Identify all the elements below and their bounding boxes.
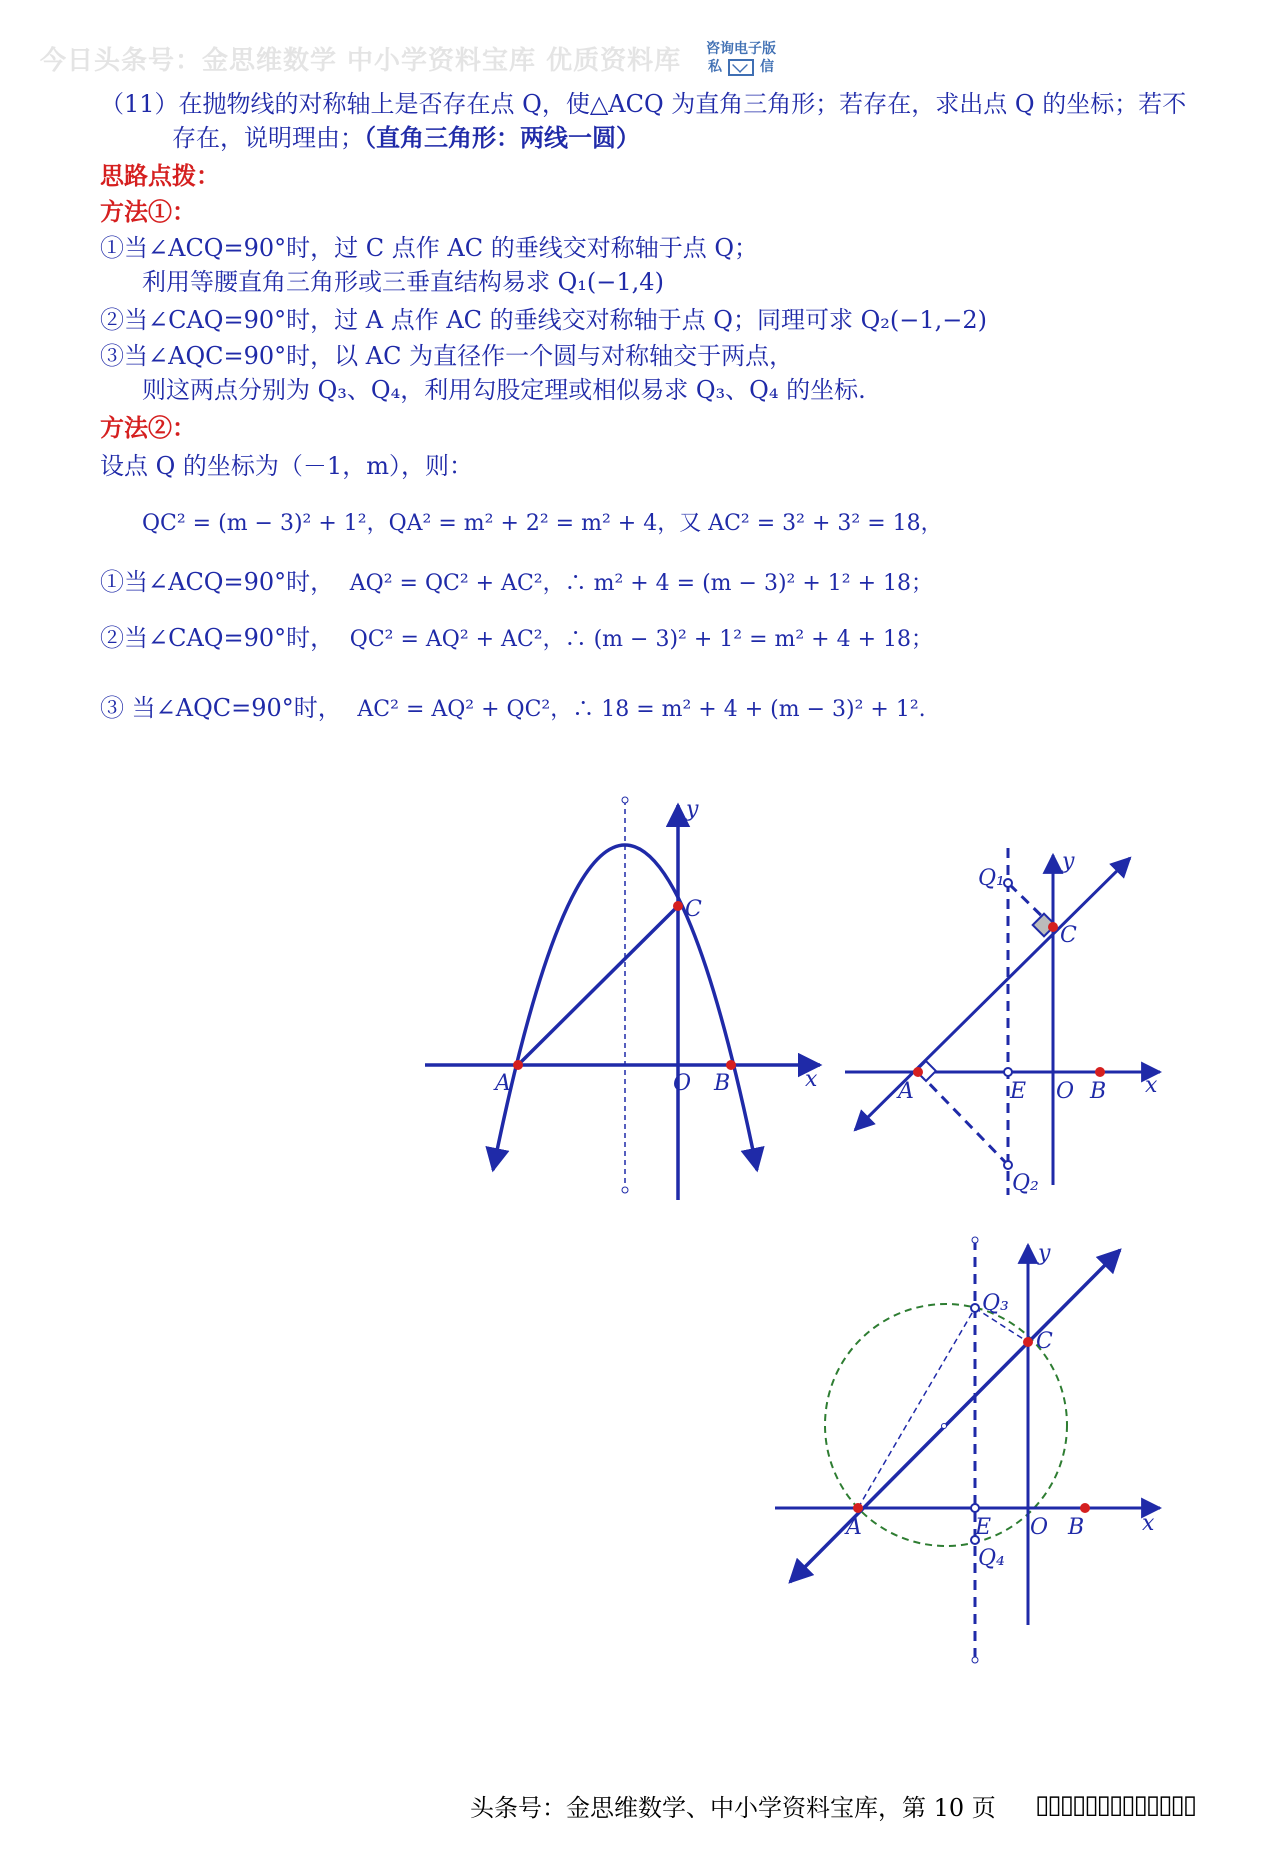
method1-line-2: 利用等腰直角三角形或三垂直结构易求 Q₁(−1,4) xyxy=(142,268,664,296)
label-x-2: x xyxy=(1145,1073,1158,1098)
case2-condition: ②当∠CAQ=90°时， xyxy=(100,624,335,652)
method1-line-1: ①当∠ACQ=90°时，过 C 点作 AC 的垂线交对称轴于点 Q； xyxy=(100,234,759,262)
point-c-2 xyxy=(1048,922,1058,932)
method2-heading: 方法②： xyxy=(100,413,196,442)
question-hint: （直角三角形：两线一圆） xyxy=(364,123,640,152)
label-x-3: x xyxy=(1142,1511,1155,1536)
point-q3 xyxy=(971,1304,979,1312)
label-e: E xyxy=(1010,1079,1027,1104)
segment-aq3 xyxy=(858,1308,975,1508)
watermark-text: 今日头条号：金思维数学 中小学资料宝库 优质资料库 xyxy=(40,46,682,76)
hint-heading: 思路点拨： xyxy=(100,161,220,190)
case1-equation: AQ² = QC² + AC²，∴ m² + 4 = (m − 3)² + 1² + 18； xyxy=(349,571,934,596)
point-c-3 xyxy=(1023,1337,1033,1347)
method2-line-2: QC² = (m − 3)² + 1²，QA² = m² + 2² = m² + 4，又 AC² = 3² + 3² = 18， xyxy=(142,511,943,536)
label-b: B xyxy=(714,1071,731,1096)
figure-parabola xyxy=(425,797,820,1200)
question-line-1: （11）在抛物线的对称轴上是否存在点 Q，使△ACQ 为直角三角形；若存在，求出点 Q 的坐标；若不 xyxy=(100,90,1187,118)
label-y-2: y xyxy=(1062,849,1075,874)
badge-top-text: 咨询电子版 xyxy=(706,41,776,57)
question-line-2a: 存在，说明理由； xyxy=(172,124,364,152)
point-a-3 xyxy=(853,1503,863,1513)
label-b-2: B xyxy=(1090,1079,1107,1104)
case1-condition: ①当∠ACQ=90°时， xyxy=(100,568,335,596)
point-q2 xyxy=(1004,1161,1012,1169)
point-a-2 xyxy=(913,1067,923,1077)
segment-ac xyxy=(518,906,678,1065)
point-e xyxy=(1004,1068,1012,1076)
label-q1: Q₁ xyxy=(978,866,1005,891)
point-q1 xyxy=(1004,879,1012,887)
label-y-3: y xyxy=(1038,1241,1051,1266)
method1-line-3: ②当∠CAQ=90°时，过 A 点作 AC 的垂线交对称轴于点 Q；同理可求 Q₂(−1,−2) xyxy=(100,306,988,334)
method1-line-4: ③当∠AQC=90°时，以 AC 为直径作一个圆与对称轴交于两点， xyxy=(100,342,794,370)
point-e-3 xyxy=(971,1504,979,1512)
segment-aq2 xyxy=(918,1072,1008,1165)
label-y: y xyxy=(686,797,699,822)
figure-q3-q4 xyxy=(775,1237,1160,1663)
barcode-decoration: ▯▯▯▯▯▯▯▯▯▯▯▯▯ xyxy=(1035,1790,1195,1820)
label-o-2: O xyxy=(1056,1079,1075,1104)
line-ac-2 xyxy=(855,858,1130,1130)
badge-right-text: 信 xyxy=(760,59,774,75)
label-a-2: A xyxy=(898,1079,914,1104)
label-c: C xyxy=(685,897,702,922)
label-x: x xyxy=(805,1067,818,1092)
point-c xyxy=(673,901,683,911)
label-o-3: O xyxy=(1030,1515,1049,1540)
circle-center xyxy=(942,1424,947,1429)
label-a-3: A xyxy=(846,1515,862,1540)
label-c-3: C xyxy=(1036,1329,1053,1354)
point-b xyxy=(726,1060,736,1070)
case2-equation: QC² = AQ² + AC²，∴ (m − 3)² + 1² = m² + 4 + 18； xyxy=(349,627,934,652)
method1-line-5: 则这两点分别为 Q₃、Q₄，利用勾股定理或相似易求 Q₃、Q₄ 的坐标. xyxy=(142,376,866,404)
method1-heading: 方法①： xyxy=(100,197,196,226)
case3-equation: AC² = AQ² + QC²，∴ 18 = m² + 4 + (m − 3)² + 1². xyxy=(357,697,926,722)
point-b-3 xyxy=(1080,1503,1090,1513)
badge-left-text: 私 xyxy=(708,59,722,75)
case3-condition: ③ 当∠AQC=90°时， xyxy=(100,694,342,722)
label-b-3: B xyxy=(1068,1515,1085,1540)
label-o: O xyxy=(673,1071,692,1096)
point-a xyxy=(513,1060,523,1070)
point-b-2 xyxy=(1095,1067,1105,1077)
label-c-2: C xyxy=(1060,923,1077,948)
label-a: A xyxy=(495,1071,511,1096)
figure-q1-q2 xyxy=(845,848,1160,1196)
label-q4: Q₄ xyxy=(978,1546,1005,1571)
method2-line-1: 设点 Q 的坐标为（－1，m），则： xyxy=(100,452,473,480)
label-e-3: E xyxy=(975,1515,992,1540)
label-q2: Q₂ xyxy=(1012,1171,1039,1196)
page-footer: 头条号：金思维数学、中小学资料宝库，第 10 页 xyxy=(470,1794,996,1822)
label-q3: Q₃ xyxy=(982,1291,1009,1316)
